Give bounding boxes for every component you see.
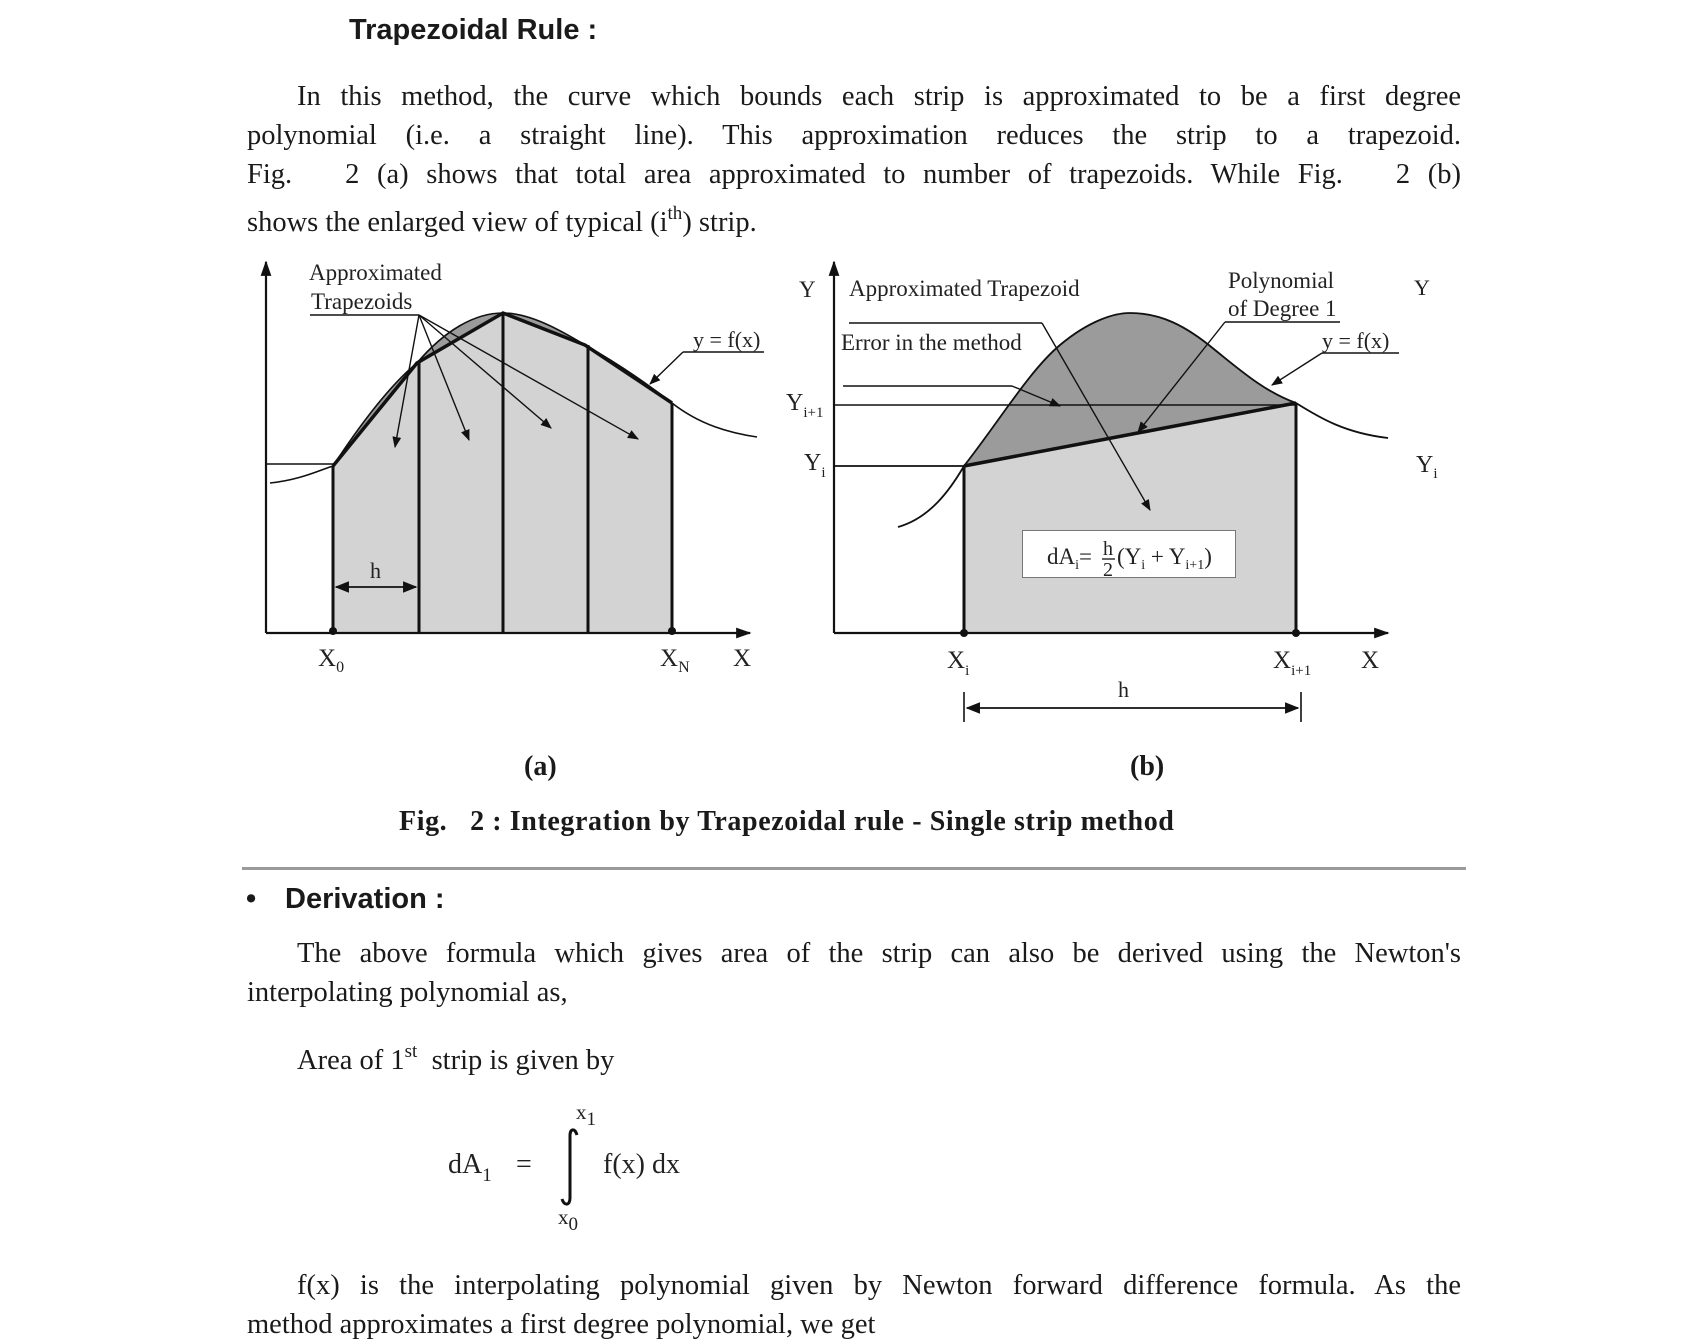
derivation-line-1: The above formula which gives area of the strip can also be derived using the Newton's [297, 938, 1461, 969]
panel-b-label: (b) [1130, 751, 1165, 782]
stray-yi-label: $Y_i$ [1416, 452, 1438, 482]
y-next-label: $Y_{i+1}$ [786, 390, 824, 421]
formula-denominator: 2 [1103, 559, 1113, 579]
callout-trapezoids-line2: Trapezoids [311, 289, 413, 314]
intro-line-4-tail: ) strip. [682, 207, 757, 238]
equation-equals: = [516, 1149, 532, 1180]
callout-polynomial-line1: Polynomial [1228, 268, 1335, 293]
x0-label: $X_0$ [318, 645, 345, 676]
intro-line-3: Fig. 2 (a) shows that total area approximated to number of trapezoids. While Fig. 2 (b) [247, 159, 1461, 190]
formula-numerator: h [1103, 538, 1113, 560]
formula-box [1022, 530, 1236, 578]
lower-limit: x0 [558, 1205, 578, 1235]
formula-rhs: $(Y_i + Y_{i+1})$ [1117, 544, 1212, 573]
section-divider [242, 867, 1466, 870]
area-text-post: strip is given by [417, 1045, 615, 1076]
y-axis-label-b: Y [799, 277, 816, 302]
callout-trapezoids-line1: Approximated [309, 260, 442, 285]
x-next-label: $X_{i+1}$ [1273, 647, 1312, 679]
curve-label-a: y = f(x) [693, 327, 761, 352]
panel-a-label: (a) [524, 751, 557, 782]
stray-y-label: Y [1414, 275, 1430, 300]
integrand: f(x) dx [603, 1149, 680, 1180]
equation-lhs: $dA_1$ [448, 1149, 492, 1186]
superscript-st: st [404, 1041, 418, 1062]
strip-width-a: h [370, 558, 381, 583]
area-text-pre: Area of 1 [297, 1045, 405, 1076]
figure-caption: Fig. 2 : Integration by Trapezoidal rule - Single strip method [399, 806, 1175, 837]
intro-line-4-text: shows the enlarged view of typical (i [247, 207, 668, 238]
panel-b [786, 262, 1438, 722]
strip-width-b: h [1118, 677, 1129, 702]
x-axis-label-a: X [733, 645, 752, 672]
derivation-bullet: • [246, 883, 257, 915]
intro-line-2: polynomial (i.e. a straight line). This approximation reduces the strip to a trapezoid. [247, 120, 1461, 151]
callout-polynomial-line2: of Degree 1 [1228, 296, 1337, 321]
integral-equation [430, 1090, 730, 1240]
callout-error: Error in the method [841, 330, 1022, 355]
upper-limit: x1 [576, 1100, 596, 1130]
closing-line-1: f(x) is the interpolating polynomial given by Newton forward difference formula. As the [297, 1270, 1461, 1301]
xn-label: $X_N$ [660, 645, 690, 676]
y-i-label: $Y_i$ [804, 450, 826, 481]
integral-sign-icon [562, 1130, 577, 1204]
derivation-title: Derivation : [285, 883, 445, 915]
x-axis-label-b: X [1361, 647, 1380, 674]
x-i-label: $X_i$ [947, 647, 970, 679]
derivation-line-2: interpolating polynomial as, [247, 977, 568, 1008]
section-title: Trapezoidal Rule : [349, 14, 598, 46]
intro-line-1: In this method, the curve which bounds each strip is approximated to be a first degree [297, 81, 1461, 112]
panel-a [266, 260, 764, 676]
closing-line-2: method approximates a first degree polynomial, we get [247, 1309, 876, 1340]
formula-lhs: $dA_i=$ [1047, 544, 1092, 573]
superscript-th: th [667, 203, 683, 224]
curve-label-b: y = f(x) [1322, 328, 1390, 353]
area-statement [297, 1032, 614, 1080]
callout-approximated-trapezoid: Approximated Trapezoid [849, 276, 1080, 301]
